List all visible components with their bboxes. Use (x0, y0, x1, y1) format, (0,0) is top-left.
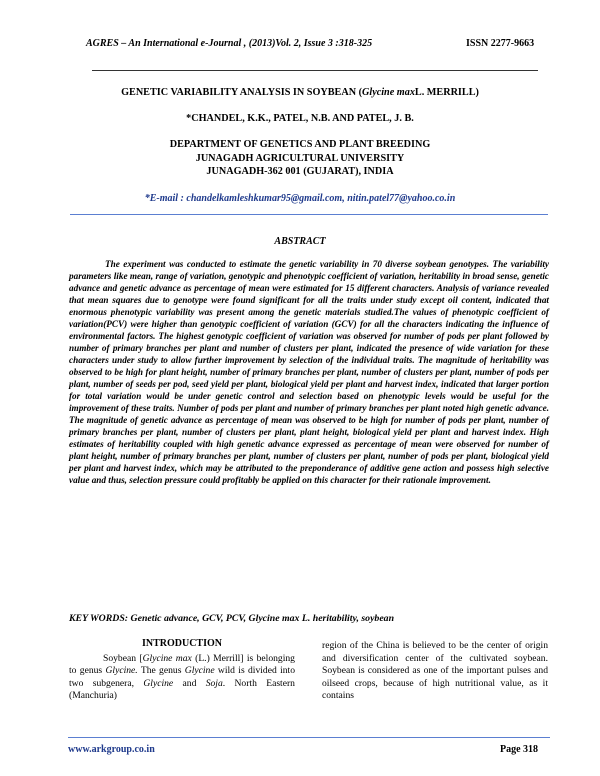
title-part-2: L. MERRILL) (414, 87, 479, 98)
intro-text: . North Eastern (Manchuria) (69, 677, 295, 702)
abstract-heading: ABSTRACT (274, 236, 326, 247)
page-number: Page 318 (500, 744, 539, 755)
affiliation-divider (70, 214, 548, 215)
title-species: Glycine max (362, 87, 415, 98)
intro-text: wild is divided into two subgenera, (69, 665, 295, 689)
intro-paragraph (69, 653, 295, 703)
footer-divider (68, 737, 550, 738)
intro-genus: Glycine (184, 665, 215, 677)
intro-text: Soybean [ (103, 652, 143, 664)
address: JUNAGADH-362 001 (GUJARAT), INDIA (206, 166, 394, 177)
keywords: KEY WORDS: Genetic advance, GCV, PCV, Glycine max L. heritability, soybean (69, 613, 395, 624)
intro-species: Glycine max (142, 652, 192, 664)
department: DEPARTMENT OF GENETICS AND PLANT BREEDING (169, 139, 431, 150)
contact-emails[interactable]: *E-mail : chandelkamleshkumar95@gmail.com, nitin.patel77@yahoo.co.in (144, 193, 456, 204)
intro-text: and (173, 677, 206, 689)
intro-text: (L.) Merrill] is belonging to genus (69, 652, 295, 677)
journal-citation: AGRES – An International e-Journal , (2013)Vol. 2, Issue 3 :318-325 (86, 38, 373, 49)
introduction-heading: INTRODUCTION (141, 638, 222, 649)
intro-right-column (322, 640, 548, 703)
intro-paragraph-continued: region of the China is believed to be the center of origin and diversification center of the cultivated soybean. Soybean is considered as one of the important pulses and oilseed crops, because of high nutritional value, as it contains (322, 640, 548, 702)
footer-website-link[interactable]: www.arkgroup.co.in (68, 744, 155, 755)
paper-title (60, 87, 540, 98)
paper-authors: *CHANDEL, K.K., PATEL, N.B. AND PATEL, J. B. (186, 113, 414, 124)
intro-subgenus: Soja (205, 677, 223, 689)
intro-text: The genus (137, 665, 185, 677)
university: JUNAGADH AGRICULTURAL UNIVERSITY (195, 152, 405, 164)
header-divider (92, 70, 538, 71)
intro-left-column (69, 638, 295, 703)
title-part-1: GENETIC VARIABILITY ANALYSIS IN SOYBEAN ( (121, 87, 362, 98)
abstract-body: The experiment was conducted to estimate the genetic variability in 70 diverse soybean genotypes. The variability parameters like mean, range of variation, genotypic and phenotypic coefficient of variation, heritability in broad sense, genetic advance and genetic advance as percentage of mean were estimated for 15 different characters. Analysis of variance revealed that mean squares due to genotype were found significant for all the traits under study except oil content, indicated that enormous phenotypic variability was present among the genetic materials studied.The values of phenotypic coefficient of variation(PCV) were higher than genotypic coefficient of variation (GCV) for all the characters indicating the influence of environmental factors. The highest genotypic coefficient of variation was observed for number of pods per plant followed by number of primary branches per plant and number of clusters per plant, indicated the presence of wide variation for these characters under study to allow further improvement by selection of the individual traits. The magnitude of heritability was observed to be high for plant height, number of primary branches per plant, number of clusters per plant, number of pods per plant, number of seeds per pod, seed yield per plant, biological yield per plant and harvest index, indicated that larger portion for total variation would be under genetic control and selection based on phenotypic levels would be useful for the improvement of these traits. Number of pods per plant and number of primary branches per plant noted high genetic advance. The magnitude of genetic advance as percentage of mean was observed to be high for number of pods per plant, number of primary branches per plant, number of clusters per plant, plant height, biological yield per plant and harvest index. High estimates of heritability coupled with high genetic advance expressed as percentage of mean were observed for number of plant height, number of primary branches per plant, number of clusters per plant, number of pods per plant, biological yield per plant and harvest index, which may be attributed to the preponderance of additive gene action and possess high selective value and thus, selection pressure could profitably be applied on this character for their rationale improvement. (69, 259, 549, 485)
affiliation (60, 138, 540, 179)
intro-genus: Glycine. (105, 665, 138, 677)
intro-subgenus: Glycine (143, 677, 174, 689)
issn: ISSN 2277-9663 (466, 38, 535, 49)
